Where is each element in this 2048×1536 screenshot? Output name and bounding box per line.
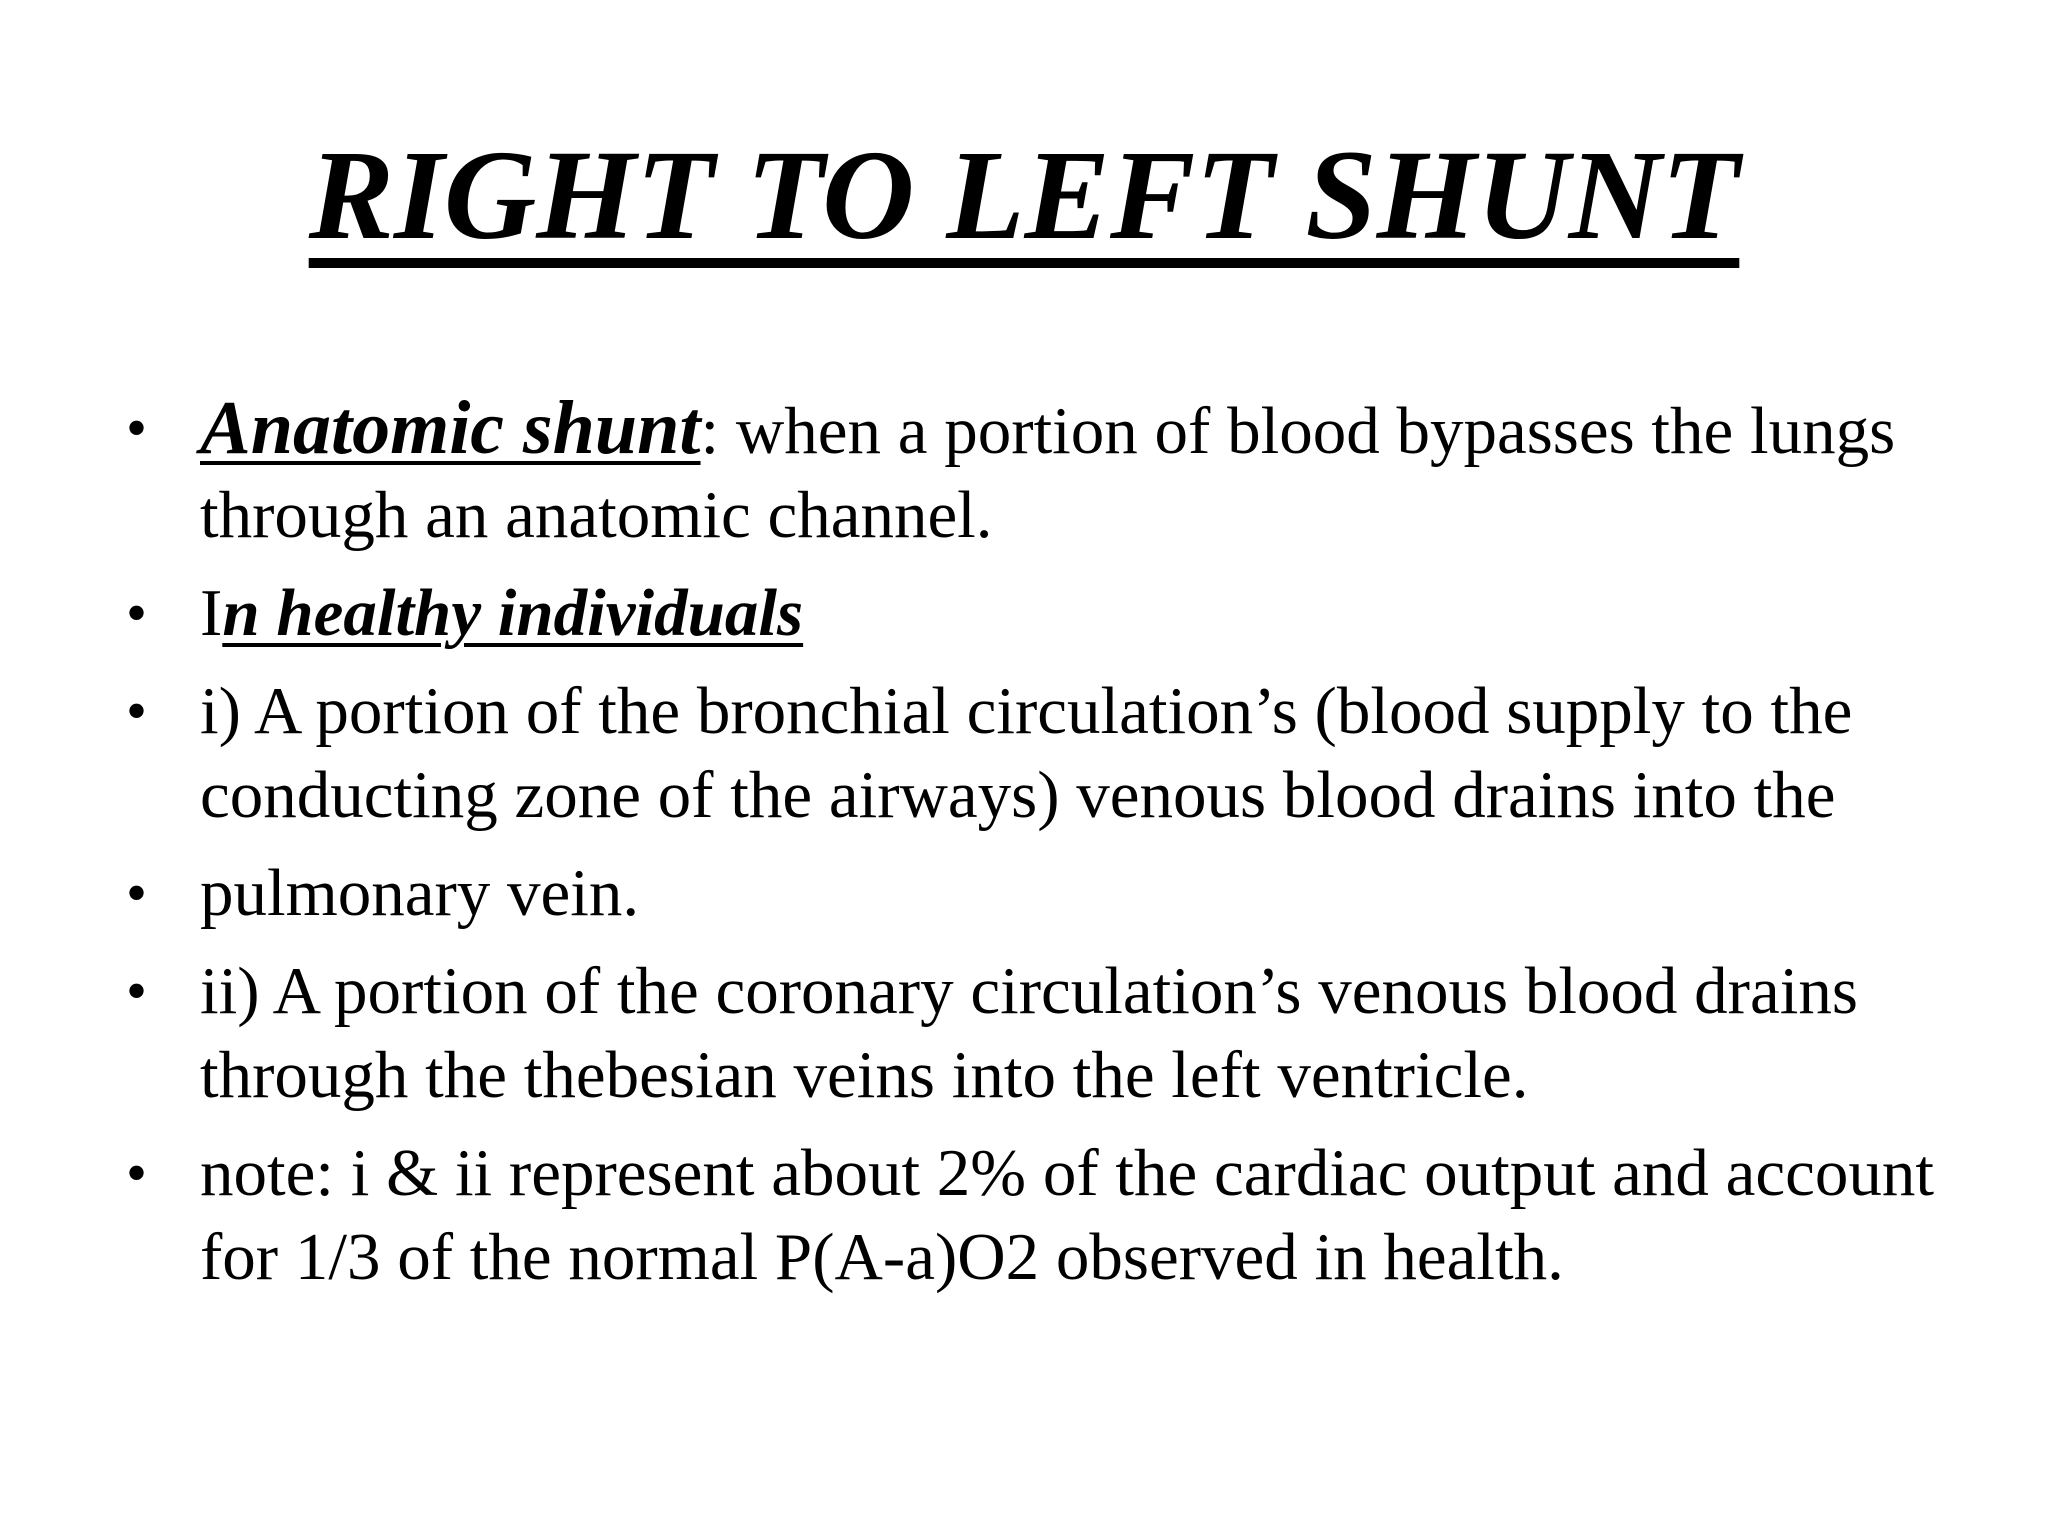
bullet-text: i) A portion of the bronchial circulation’s (blood supply to the conducting zone of the airways) venous blood drains into the xyxy=(200,674,1853,832)
bullet-text: note: i & ii represent about 2% of the cardiac output and account for 1/3 of the normal P(A-a)O2 observed in health. xyxy=(200,1136,1934,1294)
slide-title xyxy=(0,120,2048,270)
bullet-list xyxy=(126,386,1940,1313)
bullet-pulmonary-vein xyxy=(126,851,1940,935)
bullet-icon: • xyxy=(126,678,148,744)
bullet-coronary-circulation xyxy=(126,949,1940,1117)
bullet-icon: • xyxy=(126,1140,148,1206)
bullet-icon: • xyxy=(126,860,148,926)
term-anatomic-shunt: Anatomic shunt xyxy=(200,386,701,470)
slide-title-text: RIGHT TO LEFT SHUNT xyxy=(308,124,1740,266)
term-healthy-individuals: n healthy individuals xyxy=(222,576,804,650)
bullet-icon: • xyxy=(126,395,148,461)
bullet-text: pulmonary vein. xyxy=(200,856,640,930)
bullet-icon: • xyxy=(126,580,148,646)
bullet-healthy-individuals xyxy=(126,571,1940,655)
bullet-text: ii) A portion of the coronary circulation’s venous blood drains through the thebesian veins into the left ventricle. xyxy=(200,954,1858,1112)
bullet-icon: • xyxy=(126,958,148,1024)
bullet-anatomic-shunt xyxy=(126,386,1940,557)
bullet-note xyxy=(126,1131,1940,1299)
bullet-prefix: I xyxy=(200,576,223,650)
bullet-bronchial-circulation xyxy=(126,669,1940,837)
bullet-text: : when a portion of blood bypasses the lungs through an anatomic channel. xyxy=(200,394,1896,552)
